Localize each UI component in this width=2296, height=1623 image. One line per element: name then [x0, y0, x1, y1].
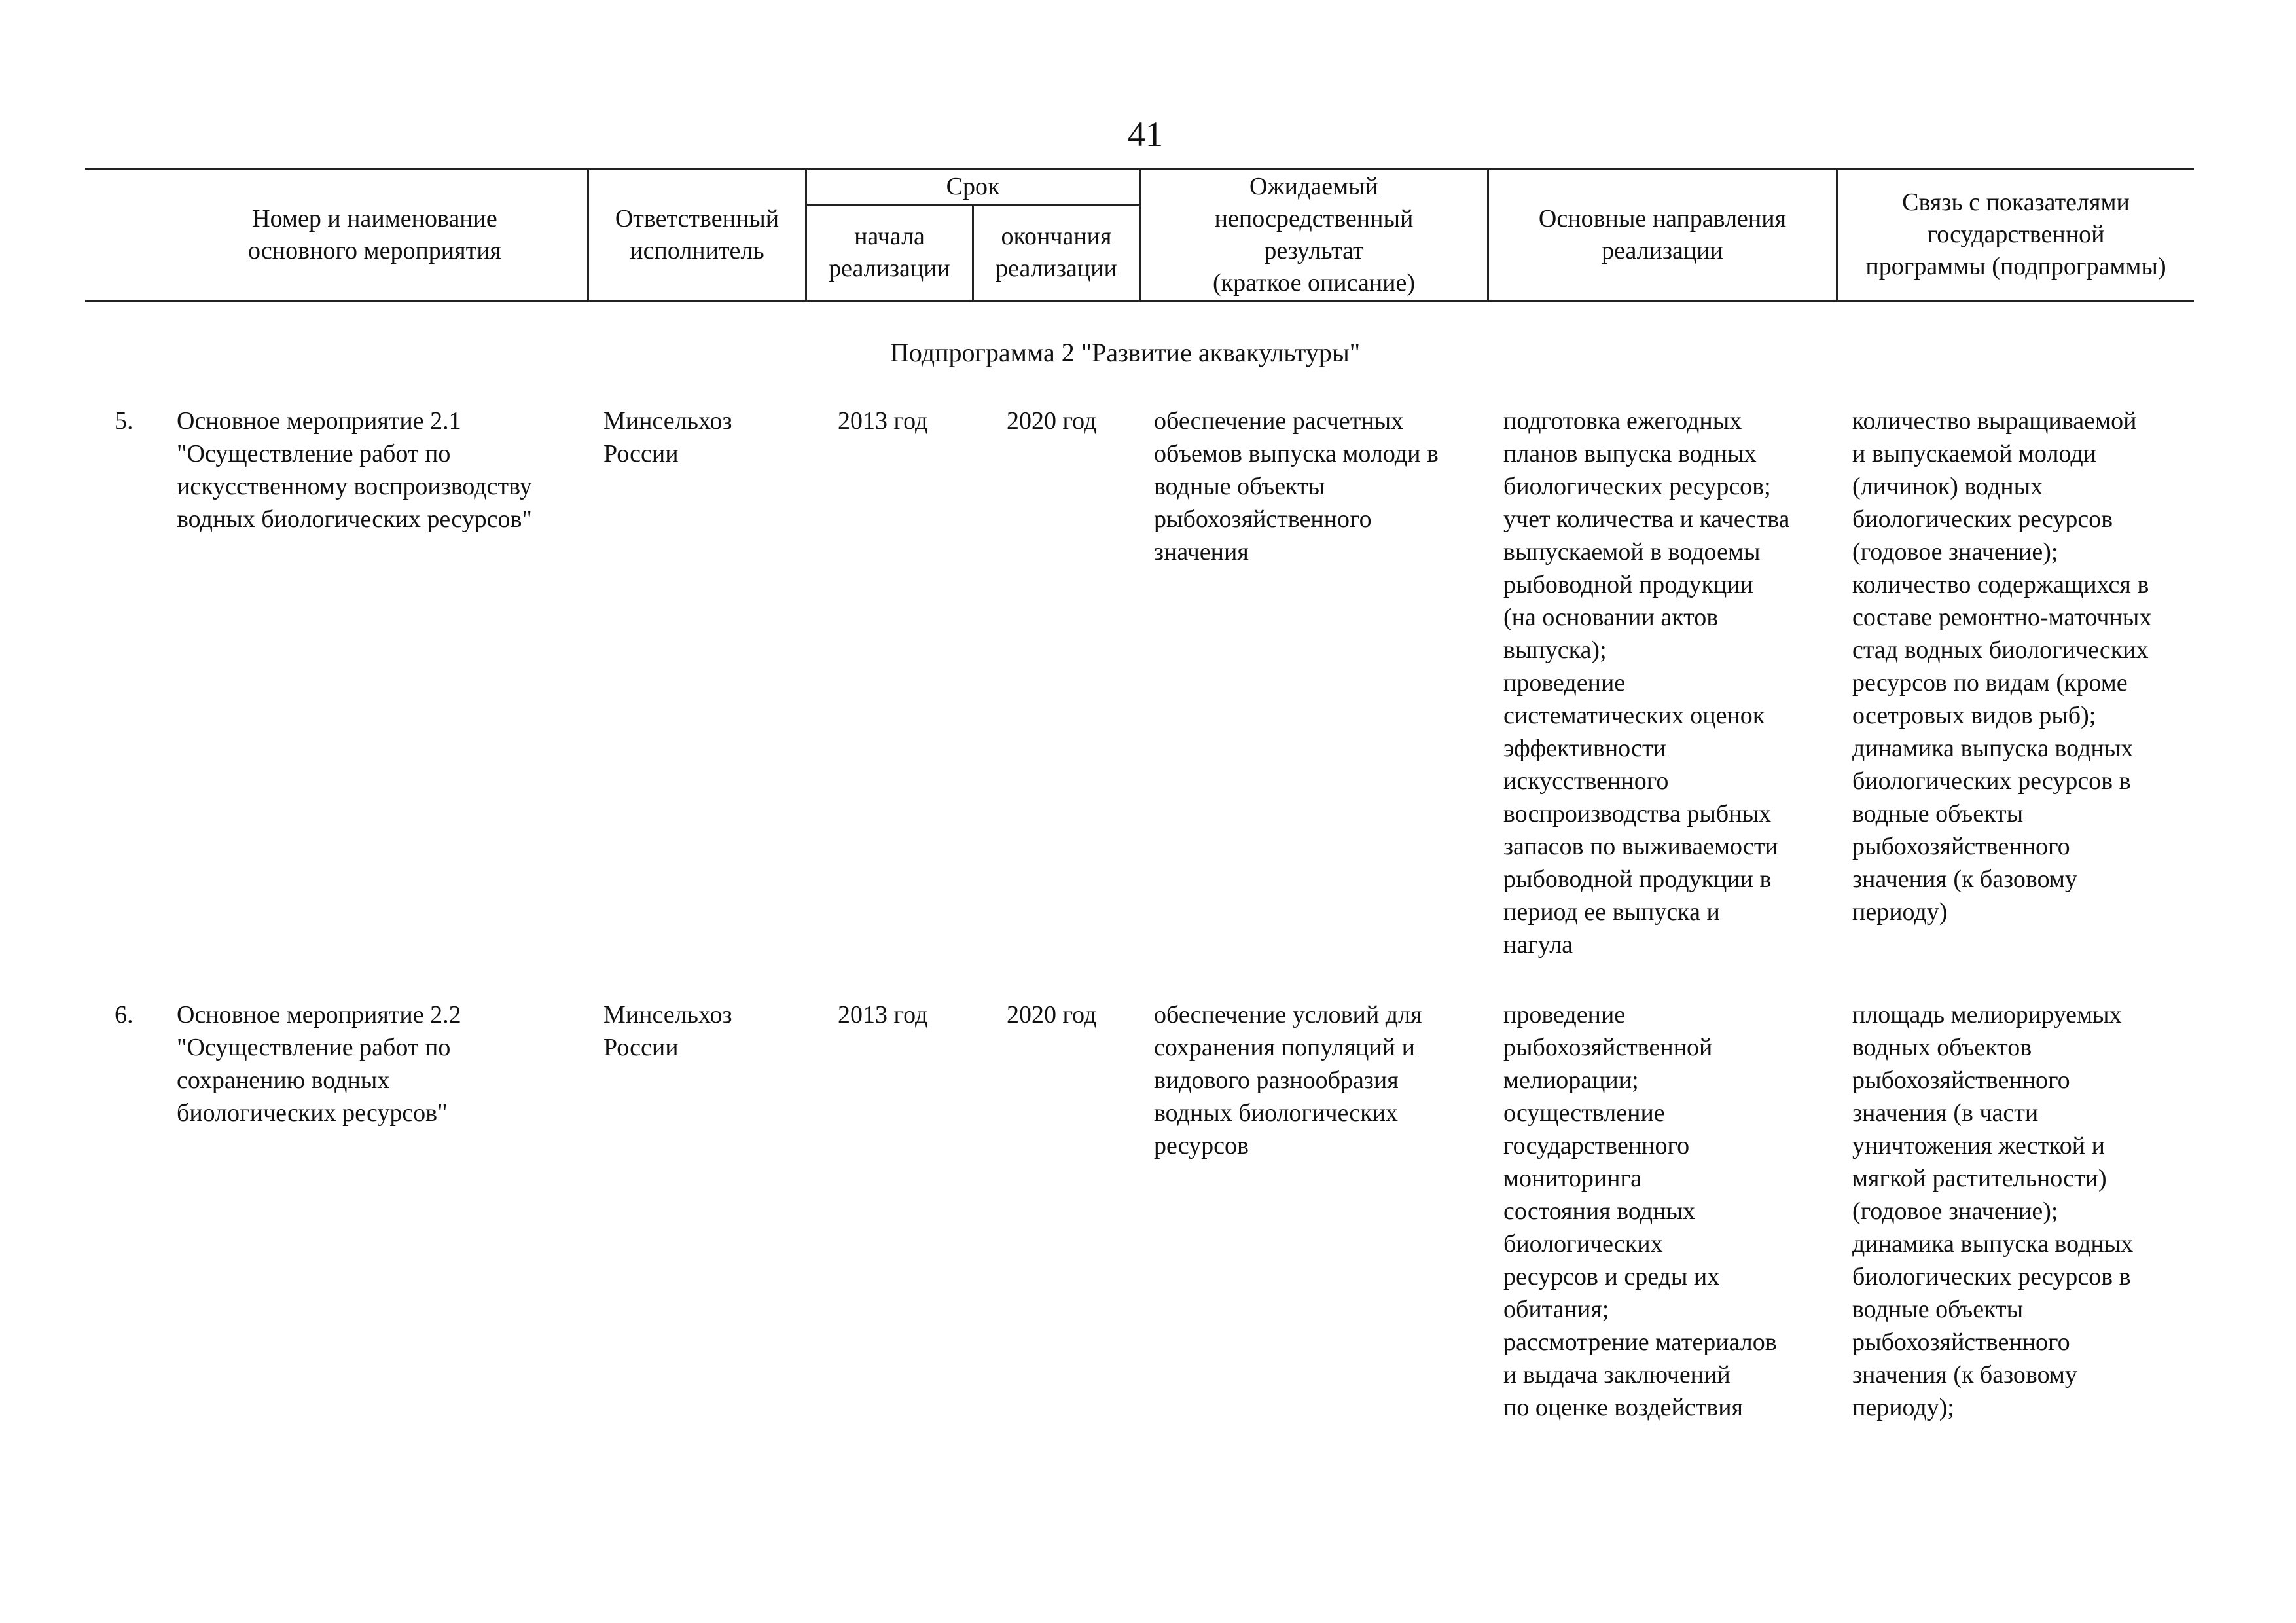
header-name: Номер и наименование основного мероприятия	[247, 204, 502, 264]
row-start: 2013 год	[838, 407, 928, 435]
row-name: Основное мероприятие 2.2 "Осуществление работ по сохранению водных биологических ресурсов"	[177, 1001, 461, 1127]
header-directions: Основные направления реализации	[1538, 204, 1787, 264]
row-directions: проведение рыбохозяйственной мелиорации; осуществление государственного мониторинга состояния водных биологических ресурсов и среды их обитания; рассмотрение материалов и выдача заключений по оценке воздействия	[1503, 1001, 1777, 1421]
row-number: 5.	[115, 407, 134, 435]
subprogram-title: Подпрограмма 2 "Развитие аквакультуры"	[890, 338, 1361, 367]
row-result: обеспечение условий для сохранения популяций и видового разнообразия водных биологических ресурсов	[1154, 1001, 1422, 1159]
header-end: окончания реализации	[996, 223, 1117, 282]
row-link: площадь мелиорируемых водных объектов рыбохозяйственного значения (в части уничтожения жесткой и мягкой растительности) (годовое значение); динамика выпуска водных биологических ресурсов в водные объекты рыбохозяйственного значения (к базовому периоду);	[1852, 1001, 2134, 1421]
row-end: 2020 год	[1007, 407, 1097, 435]
row-executor: Минсельхоз России	[603, 407, 732, 467]
row-executor: Минсельхоз России	[603, 1001, 732, 1061]
row-end: 2020 год	[1007, 1001, 1097, 1029]
row-number: 6.	[115, 1001, 134, 1029]
row-link: количество выращиваемой и выпускаемой молоди (личинок) водных биологических ресурсов (годовое значение); количество содержащихся в составе ремонтно-маточных стад водных биологических ресурсов по видам (кроме осетровых видов рыб); динамика выпуска водных биологических ресурсов в водные объекты рыбохозяйственного значения (к базовому периоду)	[1852, 407, 2152, 926]
row-name: Основное мероприятие 2.1 "Осуществление работ по искусственному воспроизводству водных биологических ресурсов"	[177, 407, 532, 533]
header-term: Срок	[946, 172, 1000, 200]
header-result: Ожидаемый непосредственный результат (краткое описание)	[1212, 172, 1416, 297]
header-start: начала реализации	[829, 223, 950, 282]
row-start: 2013 год	[838, 1001, 928, 1029]
page-number: 41	[1128, 115, 1163, 154]
row-result: обеспечение расчетных объемов выпуска молоди в водные объекты рыбохозяйственного значения	[1154, 407, 1439, 566]
row-directions: подготовка ежегодных планов выпуска водных биологических ресурсов; учет количества и качества выпускаемой в водоемы рыбоводной продукции (на основании актов выпуска); проведение систематических оценок эффективности искусственного воспроизводства рыбных запасов по выживаемости рыбоводной продукции в период ее выпуска и нагула	[1503, 407, 1790, 958]
header-executor: Ответственный исполнитель	[615, 204, 780, 264]
header-link: Связь с показателями государственной программы (подпрограммы)	[1865, 189, 2166, 280]
